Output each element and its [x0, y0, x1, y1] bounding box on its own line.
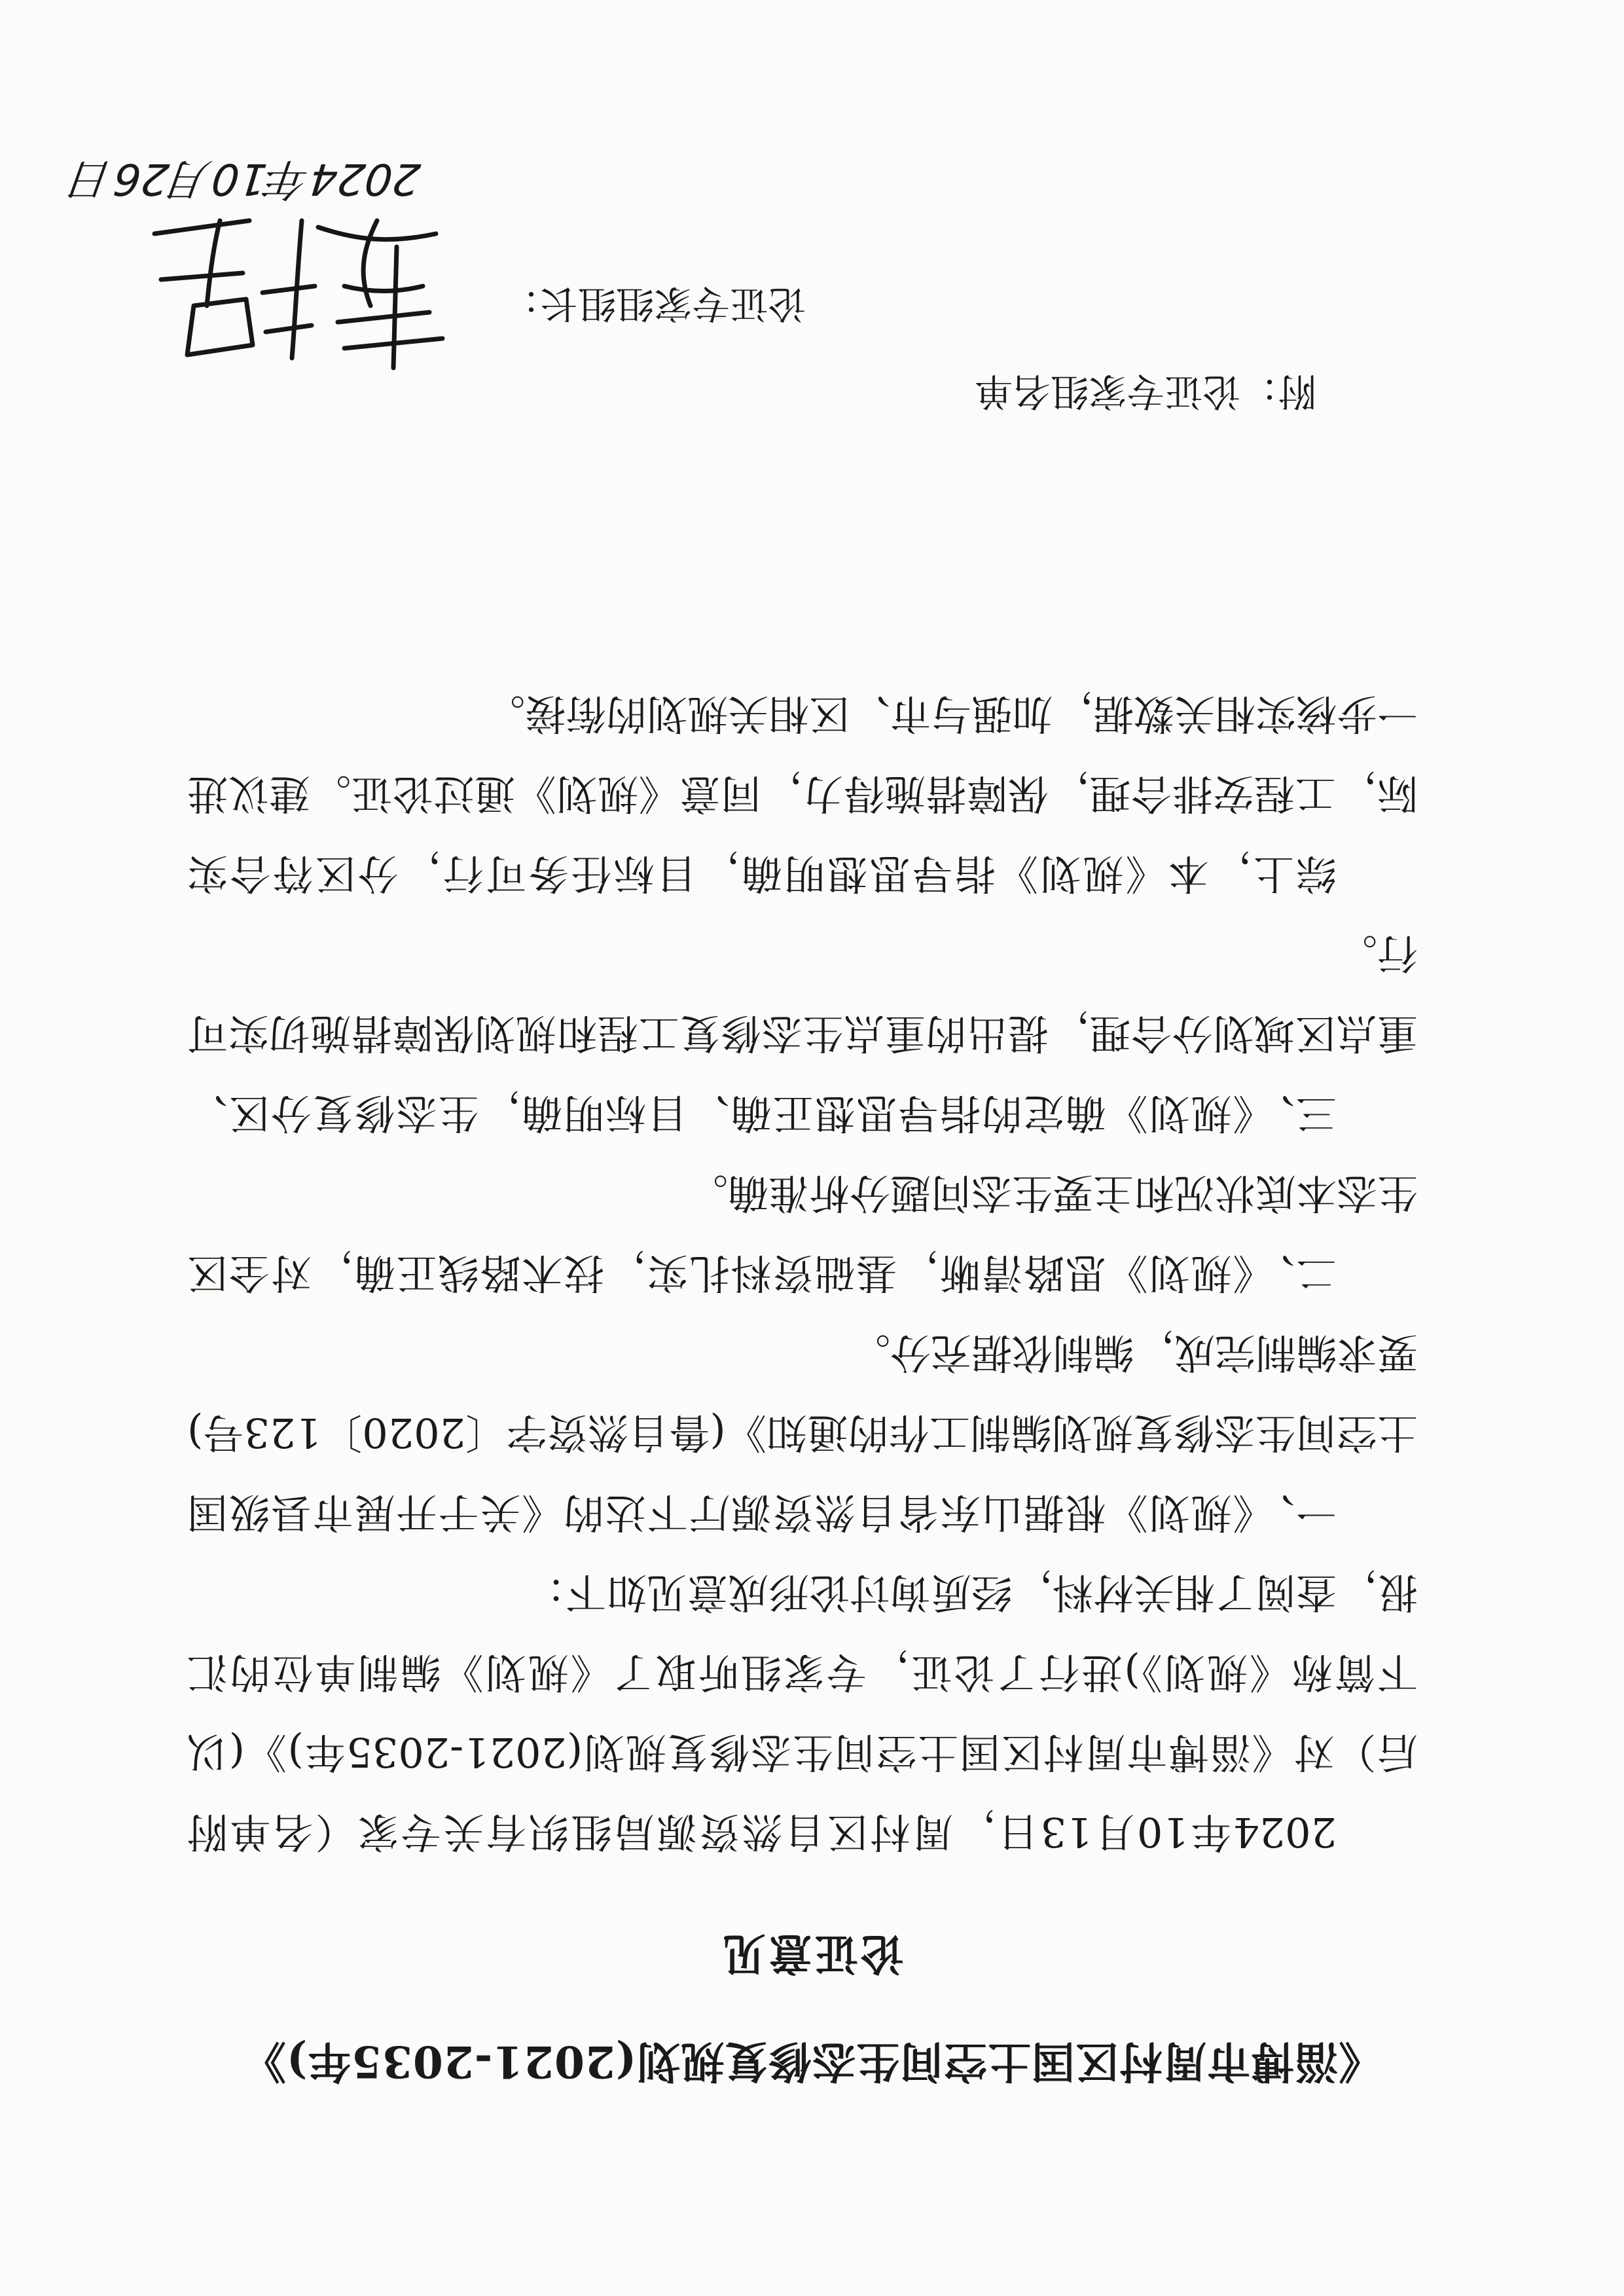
expert-leader-label: 论证专家组组长：: [501, 282, 806, 326]
handwritten-date: 2024年10月26日: [67, 154, 423, 204]
document-subtitle: 论证意见: [720, 1928, 904, 1979]
paragraph-intro: 2024年10月13日，周村区自然资源局组织有关专家（名单附后）对《淄博市周村区国土空间生态修复规划(2021-2035年)》(以下简称《规划》)进行了论证，专家组听取了《规划》编制单位的汇报，查阅了相关材料，经质询讨论形成意见如下：: [187, 1569, 1418, 1856]
attachment-note: 附：论证专家组名单: [974, 369, 1316, 414]
document-body: [187, 674, 1418, 1872]
paragraph-one: 一、《规划》根据山东省自然资源厅下达的《关于开展市县级国土空间生态修复规划编制工作的通知》(鲁自然资字〔2020〕123号)要求编制完成，编制依据充分。: [187, 1329, 1418, 1537]
paragraph-three: 三、《规划》确定的指导思想正确、目标明确，生态修复分区、重点区域划分合理，提出的重点生态修复工程和规划保障措施切实可行。: [187, 930, 1418, 1137]
paragraph-conclusion: 综上，本《规划》指导思想明确，目标任务可行，分区符合实际，工程安排合理，保障措施得力，同意《规划》通过论证。建议进一步核实相关数据，加强与市、区相关规划的衔接。: [187, 690, 1418, 898]
handwritten-signature: [128, 201, 469, 384]
paragraph-two: 二、《规划》思路清晰，基础资料扎实，技术路线正确，对全区生态本底状况和主要生态问题分析准确。: [187, 1169, 1418, 1297]
document-title: 《淄博市周村区国土空间生态修复规划(2021-2035年)》: [242, 2036, 1382, 2087]
